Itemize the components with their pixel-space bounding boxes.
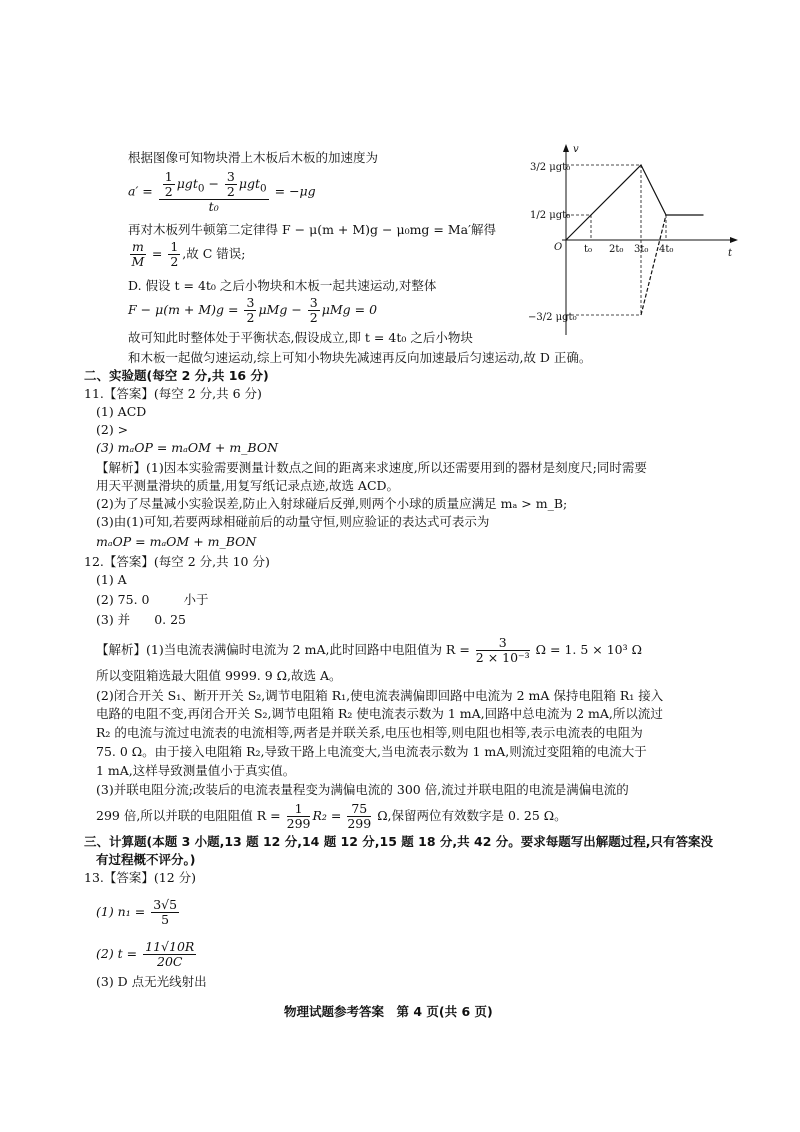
x-tick-label-2: 2t₀	[609, 244, 624, 255]
series-line-0	[566, 165, 704, 240]
x-axis-label: t	[728, 248, 733, 259]
q11-answer-1: (1) ACD	[96, 404, 147, 419]
q11-explain-4: (3)由(1)可知,若要两球相碰前后的动量守恒,则应验证的表达式可表示为	[96, 514, 490, 529]
q13-answer-3: (3) D 点无光线射出	[96, 974, 207, 989]
q13-heading: 13.【答案】(12 分)	[84, 870, 197, 885]
q12-explain-4: 电路的电阻不变,再闭合开关 S₂,调节电阻箱 R₂ 使电流表示数为 1 mA,回路中总电流为 2 mA,所以流过	[96, 706, 663, 721]
q12-explain-7: 1 mA,这样导致测量值小于真实值。	[96, 763, 296, 778]
x-tick-label-3: 3t₀	[634, 244, 649, 255]
analysis-line-7: 故可知此时整体处于平衡状态,假设成立,即 t = 4t₀ 之后小物块	[128, 330, 473, 345]
analysis-line-3: 再对木板列牛顿第二定律得 F − μ(m + M)g − μ₀mg = Ma′解得	[128, 222, 496, 237]
analysis-line-4: $\frac{m}{M}$ = $\frac{1}{2}$ ,故 C 错误;	[131, 239, 246, 269]
q12-explain-2: 所以变阻箱选最大阻值 9999. 9 Ω,故选 A。	[96, 668, 342, 683]
origin-label: O	[554, 242, 563, 253]
q13-answer-1: (1) n₁ = $\frac{3√5}{5}$	[96, 897, 178, 927]
q12-heading: 12.【答案】(每空 2 分,共 10 分)	[84, 554, 270, 569]
q12-answer-3: (3) 并 0. 25	[96, 612, 186, 627]
q12-explain-6: 75. 0 Ω。由于接入电阻箱 R₂,导致干路上电流变大,当电流表示数为 1 mA,则流过变阻箱的电流大于	[96, 744, 647, 759]
y-tick-label-top: 3/2 μgt₀	[530, 162, 571, 173]
section-3-heading-1: 三、计算题(本题 3 小题,13 题 12 分,14 题 12 分,15 题 18 分,共 42 分。要求每题写出解题过程,只有答案没	[84, 834, 713, 849]
q11-answer-2: (2) >	[96, 422, 129, 437]
graph-axes	[562, 144, 738, 335]
q12-explain-1: 【解析】(1)当电流表满偏时电流为 2 mA,此时回路中电阻值为 R = $\frac{3}{\text{2 × 10⁻³}}$ Ω = 1. 5 × 10³ Ω	[96, 635, 642, 665]
eq-main-fraction: $\frac{1}{2}$ μgt$_0$ − $\frac{3}{2}$ μgt$_0$ t₀	[159, 170, 269, 214]
q13-answer-2: (2) t = $\frac{11√10R}{20C}$	[96, 939, 195, 969]
q12-answer-2: (2) 75. 0 小于	[96, 592, 209, 607]
section-2-heading: 二、实验题(每空 2 分,共 16 分)	[84, 368, 269, 383]
vt-graph	[528, 140, 743, 340]
eq-lhs: a′ =	[128, 183, 153, 199]
analysis-line-6: F − μ(m + M)g = $\frac{3}{2}$ μMg − $\frac{3}{2}$ μMg = 0	[128, 295, 378, 325]
section-3-heading-2: 有过程概不评分。)	[96, 852, 196, 867]
x-tick-label-1: t₀	[584, 244, 593, 255]
q12-explain-3: (2)闭合开关 S₁、断开开关 S₂,调节电阻箱 R₁,使电流表满偏即回路中电流为 2 mA 保持电阻箱 R₁ 接入	[96, 688, 664, 703]
y-axis-label: v	[573, 144, 579, 155]
y-tick-label-bottom: −3/2 μgt₀	[528, 312, 577, 323]
q11-explain-3: (2)为了尽量减小实验误差,防止入射球碰后反弹,则两个小球的质量应满足 mₐ > m_B;	[96, 496, 568, 511]
q11-explain-1: 【解析】(1)因本实验需要测量计数点之间的距离来求速度,所以还需要用到的器材是刻度尺;同时需要	[96, 460, 647, 475]
q12-explain-9: 299 倍,所以并联的电阻阻值 R = $\frac{1}{299}$ R₂ = $\frac{75}{299}$ Ω,保留两位有效数字是 0. 25 Ω。	[96, 801, 567, 831]
q12-explain-5: R₂ 的电流与流过电流表的电流相等,两者是并联关系,电压也相等,则电阻也相等,表示电流表的电阻为	[96, 725, 643, 740]
q12-answer-1: (1) A	[96, 572, 127, 587]
q11-answer-3: (3) mₐOP = mₐOM + m_BON	[96, 440, 279, 455]
page-footer: 物理试题参考答案 第 4 页(共 6 页)	[284, 1004, 493, 1019]
x-tick-label-4: 4t₀	[659, 244, 674, 255]
q12-explain-8: (3)并联电阻分流;改装后的电流表量程变为满偏电流的 300 倍,流过并联电阻的电流是满偏电流的	[96, 782, 629, 797]
y-tick-label-mid: 1/2 μgt₀	[530, 210, 571, 221]
series-line-1	[641, 215, 666, 315]
q11-explain-2: 用天平测量滑块的质量,用复写纸记录点迹,故选 ACD。	[96, 478, 400, 493]
q11-heading: 11.【答案】(每空 2 分,共 6 分)	[84, 386, 262, 401]
analysis-line-8: 和木板一起做匀速运动,综上可知小物块先减速再反向加速最后匀速运动,故 D 正确。	[128, 350, 592, 365]
analysis-line-5: D. 假设 t = 4t₀ 之后小物块和木板一起共速运动,对整体	[128, 278, 437, 293]
equation-a-prime: a′ = $\frac{1}{2}$ μgt$_0$ − $\frac{3}{2}$ μgt$_0$ t₀ = −μg	[128, 169, 316, 214]
analysis-line-1: 根据图像可知物块滑上木板后木板的加速度为	[128, 150, 379, 165]
q11-explain-5: mₐOP = mₐOM + m_BON	[96, 534, 257, 549]
